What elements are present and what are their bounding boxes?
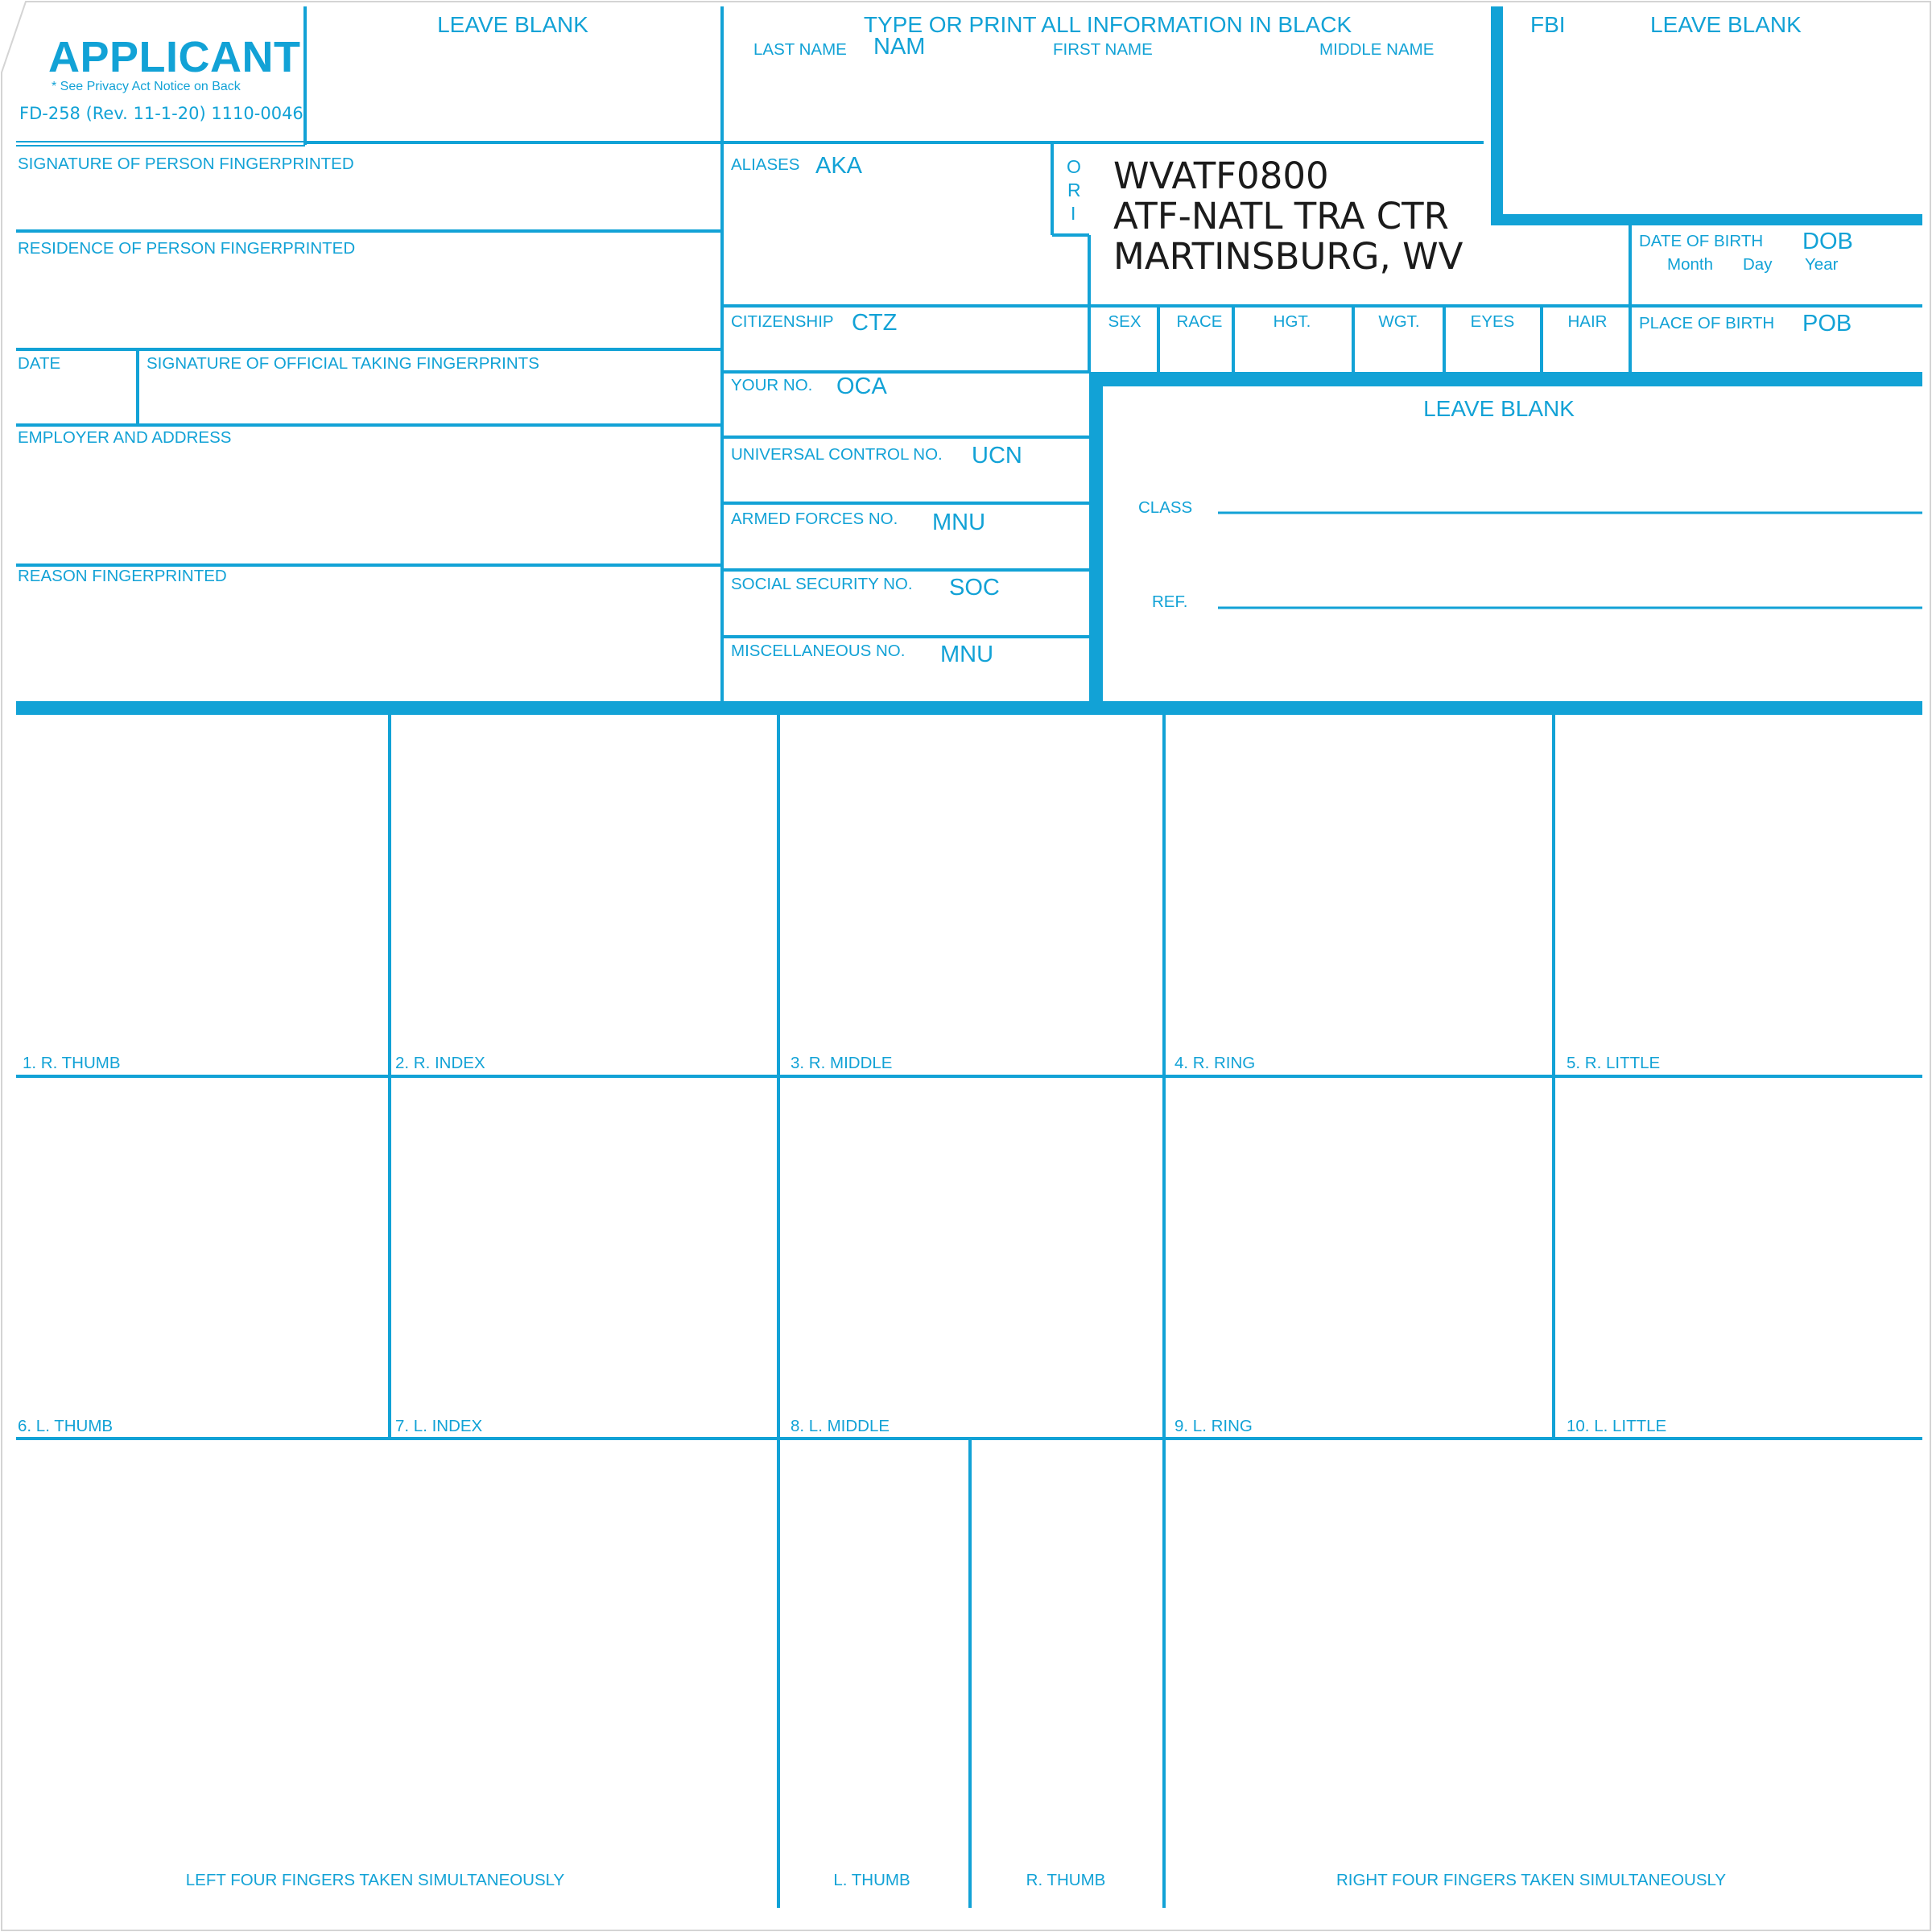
finger-label-l-index: 7. L. INDEX (395, 1417, 483, 1435)
dob-day-label: Day (1743, 255, 1773, 274)
ref-label: REF. (1152, 592, 1188, 611)
ori-code: WVATF0800 (1113, 155, 1329, 197)
fingerprint-box-r-middle[interactable] (780, 716, 1162, 1075)
ssn-label: SOCIAL SECURITY NO. (731, 575, 913, 593)
dob-value[interactable]: DOB (1802, 229, 1853, 254)
form-number: FD-258 (Rev. 11-1-20) 1110-0046 (19, 104, 303, 123)
ucn-value[interactable]: UCN (972, 443, 1022, 469)
ori-agency: ATF-NATL TRA CTR (1113, 195, 1449, 237)
your-no-value[interactable]: OCA (836, 374, 887, 399)
instruction-header: TYPE OR PRINT ALL INFORMATION IN BLACK (863, 12, 1352, 37)
fingerprint-box-l-middle[interactable] (780, 1078, 1162, 1437)
pob-value[interactable]: POB (1802, 311, 1852, 336)
reason-label: REASON FINGERPRINTED (18, 567, 227, 585)
finger-label-l-ring: 9. L. RING (1174, 1417, 1253, 1435)
middle-name-label: MIDDLE NAME (1319, 40, 1435, 59)
fingerprint-box-plain-r-thumb[interactable] (972, 1440, 1162, 1907)
finger-label-l-middle: 8. L. MIDDLE (791, 1417, 890, 1435)
aliases-label: ALIASES (731, 155, 800, 174)
sex-label: SEX (1108, 312, 1141, 331)
fingerprint-box-r-thumb[interactable] (18, 716, 388, 1075)
leave-blank-fbi: LEAVE BLANK (1650, 12, 1802, 37)
ori-location: MARTINSBURG, WV (1113, 235, 1463, 278)
class-label: CLASS (1138, 498, 1193, 517)
misc-value[interactable]: MNU (940, 642, 994, 667)
hgt-label: HGT. (1273, 312, 1311, 331)
citizenship-label: CITIZENSHIP (731, 312, 834, 331)
dob-label: DATE OF BIRTH (1639, 232, 1764, 250)
fingerprint-box-l-thumb[interactable] (18, 1078, 388, 1437)
fingerprint-box-r-little[interactable] (1555, 716, 1921, 1075)
fingerprint-box-left-four[interactable] (18, 1440, 777, 1907)
signature-official-label: SIGNATURE OF OFFICIAL TAKING FINGERPRINTS (147, 354, 539, 373)
leave-blank-top-left: LEAVE BLANK (437, 12, 588, 37)
ori-letter-o: O (1067, 156, 1081, 177)
finger-label-r-ring: 4. R. RING (1174, 1054, 1256, 1072)
leave-blank-class-ref: LEAVE BLANK (1423, 396, 1575, 421)
left-four-label: LEFT FOUR FINGERS TAKEN SIMULTANEOUSLY (185, 1871, 565, 1889)
fingerprint-box-r-index[interactable] (391, 716, 777, 1075)
fingerprint-box-l-ring[interactable] (1166, 1078, 1552, 1437)
finger-label-l-little: 10. L. LITTLE (1567, 1417, 1667, 1435)
employer-label: EMPLOYER AND ADDRESS (18, 428, 232, 447)
fingerprint-box-r-ring[interactable] (1166, 716, 1552, 1075)
misc-label: MISCELLANEOUS NO. (731, 642, 906, 660)
first-name-label: FIRST NAME (1053, 40, 1153, 59)
race-label: RACE (1176, 312, 1223, 331)
finger-label-r-little: 5. R. LITTLE (1567, 1054, 1661, 1072)
finger-label-r-middle: 3. R. MIDDLE (791, 1054, 893, 1072)
ucn-label: UNIVERSAL CONTROL NO. (731, 445, 943, 464)
fbi-label: FBI (1530, 12, 1566, 37)
aliases-value[interactable]: AKA (815, 153, 863, 179)
fingerprint-box-l-little[interactable] (1555, 1078, 1921, 1437)
finger-label-r-index: 2. R. INDEX (395, 1054, 485, 1072)
fingerprint-box-right-four[interactable] (1166, 1440, 1921, 1907)
ori-letter-i: I (1071, 203, 1076, 224)
fingerprint-box-plain-l-thumb[interactable] (780, 1440, 968, 1907)
citizenship-value[interactable]: CTZ (852, 310, 898, 336)
dob-month-label: Month (1667, 255, 1713, 274)
last-name-value[interactable]: NAM (873, 34, 926, 60)
dob-year-label: Year (1805, 255, 1839, 274)
armed-forces-label: ARMED FORCES NO. (731, 510, 898, 528)
eyes-label: EYES (1470, 312, 1515, 331)
armed-forces-value[interactable]: MNU (932, 510, 986, 535)
right-four-label: RIGHT FOUR FINGERS TAKEN SIMULTANEOUSLY (1335, 1871, 1727, 1889)
hair-label: HAIR (1567, 312, 1608, 331)
finger-label-r-thumb: 1. R. THUMB (23, 1054, 121, 1072)
l-thumb-plain-label: L. THUMB (833, 1871, 910, 1889)
date-label: DATE (18, 354, 61, 373)
fingerprint-box-l-index[interactable] (391, 1078, 777, 1437)
last-name-label: LAST NAME (753, 40, 847, 59)
pob-label: PLACE OF BIRTH (1639, 314, 1775, 332)
ori-letter-r: R (1067, 180, 1081, 200)
signature-person-label: SIGNATURE OF PERSON FINGERPRINTED (18, 155, 354, 173)
r-thumb-plain-label: R. THUMB (1026, 1871, 1106, 1889)
finger-label-l-thumb: 6. L. THUMB (18, 1417, 114, 1435)
wgt-label: WGT. (1378, 312, 1420, 331)
privacy-note: * See Privacy Act Notice on Back (52, 80, 241, 93)
ssn-value[interactable]: SOC (949, 575, 1000, 601)
applicant-title: APPLICANT (48, 33, 301, 81)
residence-label: RESIDENCE OF PERSON FINGERPRINTED (18, 239, 356, 258)
your-no-label: YOUR NO. (731, 376, 813, 394)
